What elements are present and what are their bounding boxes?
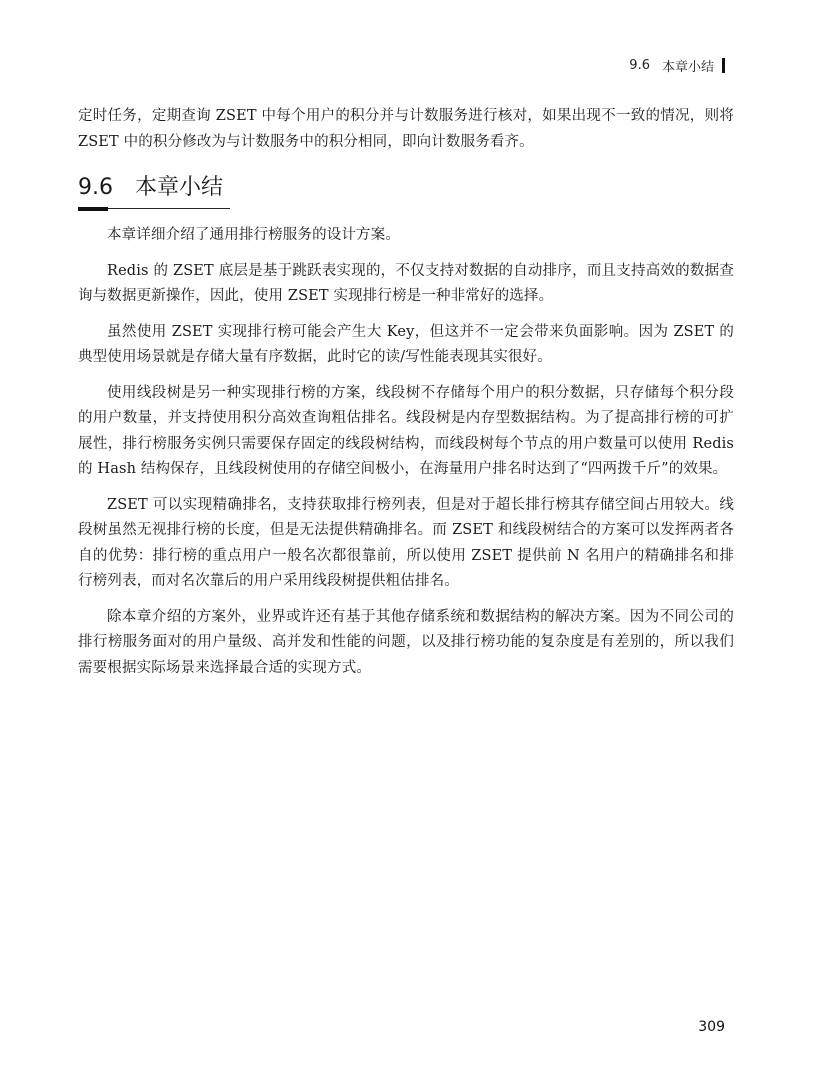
running-header-bar [722,58,725,73]
running-header-section-title: 本章小结 [661,60,714,75]
body-paragraph: 虽然使用 ZSET 实现排行榜可能会产生大 Key，但这并不一定会带来负面影响。因为 ZSET 的典型使用场景就是存储大量有序数据，此时它的读/写性能表现其实很好。 [78,323,734,365]
running-header [629,56,725,75]
page-number: 309 [698,1019,725,1035]
body-paragraph: 本章详细介绍了通用排行榜服务的设计方案。 [107,227,400,243]
continued-paragraph: 定时任务，定期查询 ZSET 中每个用户的积分并与计数服务进行核对，如果出现不一致的情况，则将 ZSET 中的积分修改为与计数服务中的积分相同，即向计数服务看齐。 [78,108,734,150]
body-paragraph: 除本章介绍的方案外，业界或许还有基于其他存储系统和数据结构的解决方案。因为不同公司的排行榜服务面对的用户量级、高并发和性能的问题，以及排行榜功能的复杂度是有差别的，所以我们需要根据实际场景来选择最合适的实现方式。 [78,608,734,676]
running-header-section-number: 9.6 [629,58,650,73]
body-paragraph: 使用线段树是另一种实现排行榜的方案，线段树不存储每个用户的积分数据，只存储每个积分段的用户数量，并支持使用积分高效查询粗估排名。线段树是内存型数据结构。为了提高排行榜的可扩展性，排行榜服务实例只需要保存固定的线段树结构，而线段树每个节点的用户数量可以使用 Redis 的 Hash 结构保存，且线段树使用的存储空间极小，在海量用户排名时达到了“四两拨千斤”的效果。 [78,384,734,477]
section-title: 本章小结 [135,175,224,200]
body-paragraph: ZSET 可以实现精确排名，支持获取排行榜列表，但是对于超长排行榜其存储空间占用较大。线段树虽然无视排行榜的长度，但是无法提供精确排名。而 ZSET 和线段树结合的方案可以发挥两者各自的优势：排行榜的重点用户一般名次都很靠前，所以使用 ZSET 提供前 N 名用户的精确排名和排行榜列表，而对名次靠后的用户采用线段树提供粗估排名。 [78,496,734,589]
page-content [78,104,734,691]
section-number: 9.6 [78,175,113,200]
section-heading [78,173,230,209]
body-paragraph: Redis 的 ZSET 底层是基于跳跃表实现的，不仅支持对数据的自动排序，而且支持高效的数据查询与数据更新操作，因此，使用 ZSET 实现排行榜是一种非常好的选择。 [78,262,734,304]
heading-underline-accent [78,207,108,211]
